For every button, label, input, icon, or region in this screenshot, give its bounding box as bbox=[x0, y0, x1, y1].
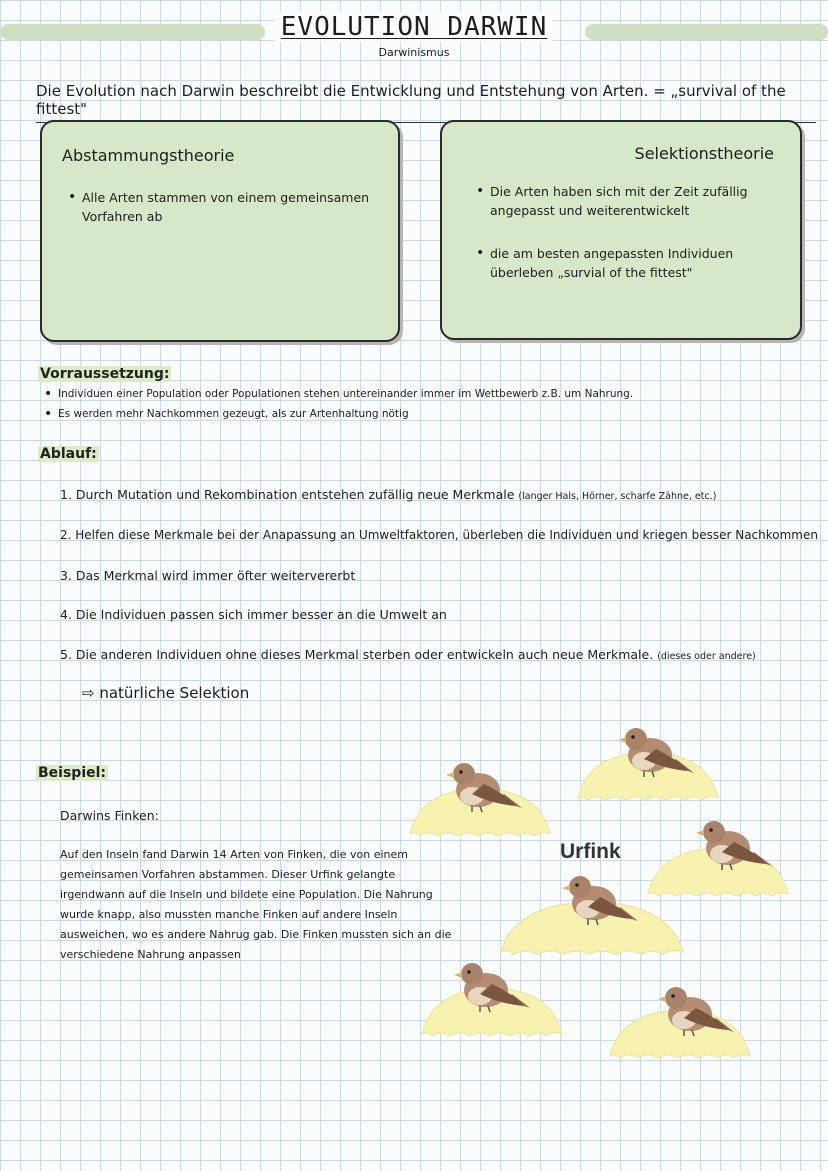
prerequisites-heading: Vorraussetzung: bbox=[40, 366, 170, 382]
example-heading: Beispiel: bbox=[38, 765, 107, 781]
process-step: 5. Die anderen Individuen ohne dieses Merkmal sterben oder entwickeln auch neue Merkmale. (dieses oder andere) bbox=[60, 647, 756, 662]
card-title: Abstammungstheorie bbox=[62, 146, 235, 165]
finch-group bbox=[648, 821, 788, 896]
page-subtitle: Darwinismus bbox=[378, 46, 450, 59]
intro-sentence: Die Evolution nach Darwin beschreibt die Entwicklung und Entstehung von Arten. = „survival of the fittest" bbox=[36, 82, 816, 123]
process-step: 1. Durch Mutation und Rekombination entstehen zufällig neue Merkmale (langer Hals, Hörner, scharfe Zähne, etc.) bbox=[60, 487, 717, 502]
process-heading: Ablauf: bbox=[40, 446, 97, 462]
card-bullet: • Die Arten haben sich mit der Zeit zufällig angepasst und weiterentwickelt bbox=[476, 182, 780, 220]
process-step: 4. Die Individuen passen sich immer besser an die Umwelt an bbox=[60, 607, 447, 622]
card-title: Selektionstheorie bbox=[634, 144, 774, 163]
prerequisite-item: • Es werden mehr Nachkommen gezeugt, als zur Artenhaltung nötig bbox=[44, 408, 409, 420]
process-step: 3. Das Merkmal wird immer öfter weitervererbt bbox=[60, 568, 356, 583]
process-step: 2. Helfen diese Merkmale bei der Anapassung an Umweltfaktoren, überleben die Individuen und kriegen besser Nachkommen bbox=[60, 528, 818, 542]
example-text: Auf den Inseln fand Darwin 14 Arten von Finken, die von einem gemeinsamen Vorfahren abstammen. Dieser Urfink gelangte irgendwann auf die Inseln und bildete eine Population. Die Nahrung wurde knapp, also mussten manche Finken auf andere Inseln ausweichen, wo es andere Nahrug gab. Die Finken mussten sich an die verschiedene Nahrung anpassen bbox=[60, 848, 452, 961]
result-natural-selection: ⇨ natürliche Selektion bbox=[82, 684, 250, 702]
finch-group bbox=[410, 763, 550, 836]
example-subheading: Darwins Finken: bbox=[60, 808, 159, 823]
card-bullet: • Alle Arten stammen von einem gemeinsamen Vorfahren ab bbox=[68, 188, 382, 226]
prerequisite-item: • Individuen einer Population oder Populationen stehen untereinander immer im Wettbewerb z.B. um Nahrung. bbox=[44, 388, 633, 400]
finch-group bbox=[422, 963, 562, 1036]
card-bullet: • die am besten angepassten Individuen überleben „survial of the fittest" bbox=[476, 244, 780, 282]
finch-group bbox=[610, 987, 750, 1058]
urfink-label: Urfink bbox=[560, 840, 621, 863]
page-title: EVOLUTION DARWIN bbox=[0, 12, 828, 42]
finch-group bbox=[578, 728, 718, 800]
